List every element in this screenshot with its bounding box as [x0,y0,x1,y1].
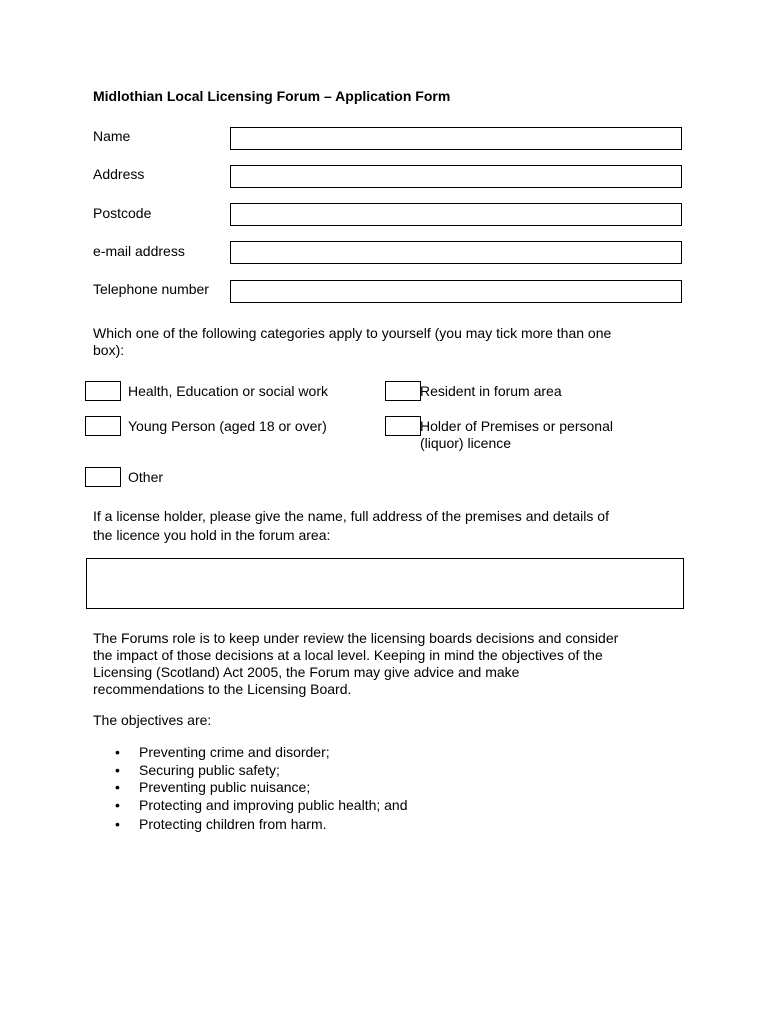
email-field[interactable] [230,241,682,264]
forum-role-paragraph [93,630,683,698]
bullet-icon: • [115,761,120,778]
forum-role-line-1: The Forums role is to keep under review the licensing boards decisions and consider [93,630,619,646]
objective-text: Protecting and improving public health; and [139,796,408,813]
telephone-field[interactable] [230,280,682,303]
licence-holder-label [420,418,613,452]
objective-text: Protecting children from harm. [139,816,327,832]
list-item [93,816,408,834]
objectives-heading: The objectives are: [93,712,212,728]
bullet-icon: • [115,796,120,813]
form-title: Midlothian Local Licensing Forum – Application Form [93,88,451,104]
categories-question [93,325,683,359]
postcode-field[interactable] [230,203,682,226]
postcode-label: Postcode [93,205,152,221]
young-person-label: Young Person (aged 18 or over) [128,418,327,434]
other-checkbox[interactable] [85,467,121,487]
forum-role-line-3: Licensing (Scotland) Act 2005, the Forum may give advice and make [93,664,520,680]
licence-question-line-1: If a license holder, please give the name, full address of the premises and details of [93,508,609,524]
objective-text: Preventing crime and disorder; [139,744,330,760]
forum-role-line-2: the impact of those decisions at a local level. Keeping in mind the objectives of the [93,647,603,663]
list-item [93,744,408,762]
licence-holder-label-line-2: (liquor) licence [420,435,512,451]
resident-checkbox[interactable] [385,381,421,401]
address-field[interactable] [230,165,682,188]
categories-question-line-1: Which one of the following categories apply to yourself (you may tick more than one [93,325,612,341]
list-item [93,762,408,780]
licence-holder-checkbox[interactable] [385,416,421,436]
name-label: Name [93,128,131,144]
list-item [93,797,408,815]
objective-text: Securing public safety; [139,761,280,778]
licence-details-field[interactable] [86,558,684,609]
bullet-icon: • [115,779,120,795]
list-item [93,779,408,797]
email-label: e-mail address [93,243,185,259]
health-checkbox[interactable] [85,381,121,401]
licence-question [93,507,683,545]
telephone-label: Telephone number [93,281,209,297]
young-person-checkbox[interactable] [85,416,121,436]
objective-text: Preventing public nuisance; [139,779,311,795]
other-label: Other [128,469,164,485]
categories-question-line-2: box): [93,342,125,358]
objectives-list [93,744,408,834]
resident-label: Resident in forum area [420,383,562,399]
forum-role-line-4: recommendations to the Licensing Board. [93,681,352,697]
bullet-icon: • [115,816,120,832]
address-label: Address [93,166,145,182]
name-field[interactable] [230,127,682,150]
licence-holder-label-line-1: Holder of Premises or personal [420,418,613,434]
bullet-icon: • [115,744,120,760]
health-label: Health, Education or social work [128,383,328,399]
licence-question-line-2: the licence you hold in the forum area: [93,527,331,543]
